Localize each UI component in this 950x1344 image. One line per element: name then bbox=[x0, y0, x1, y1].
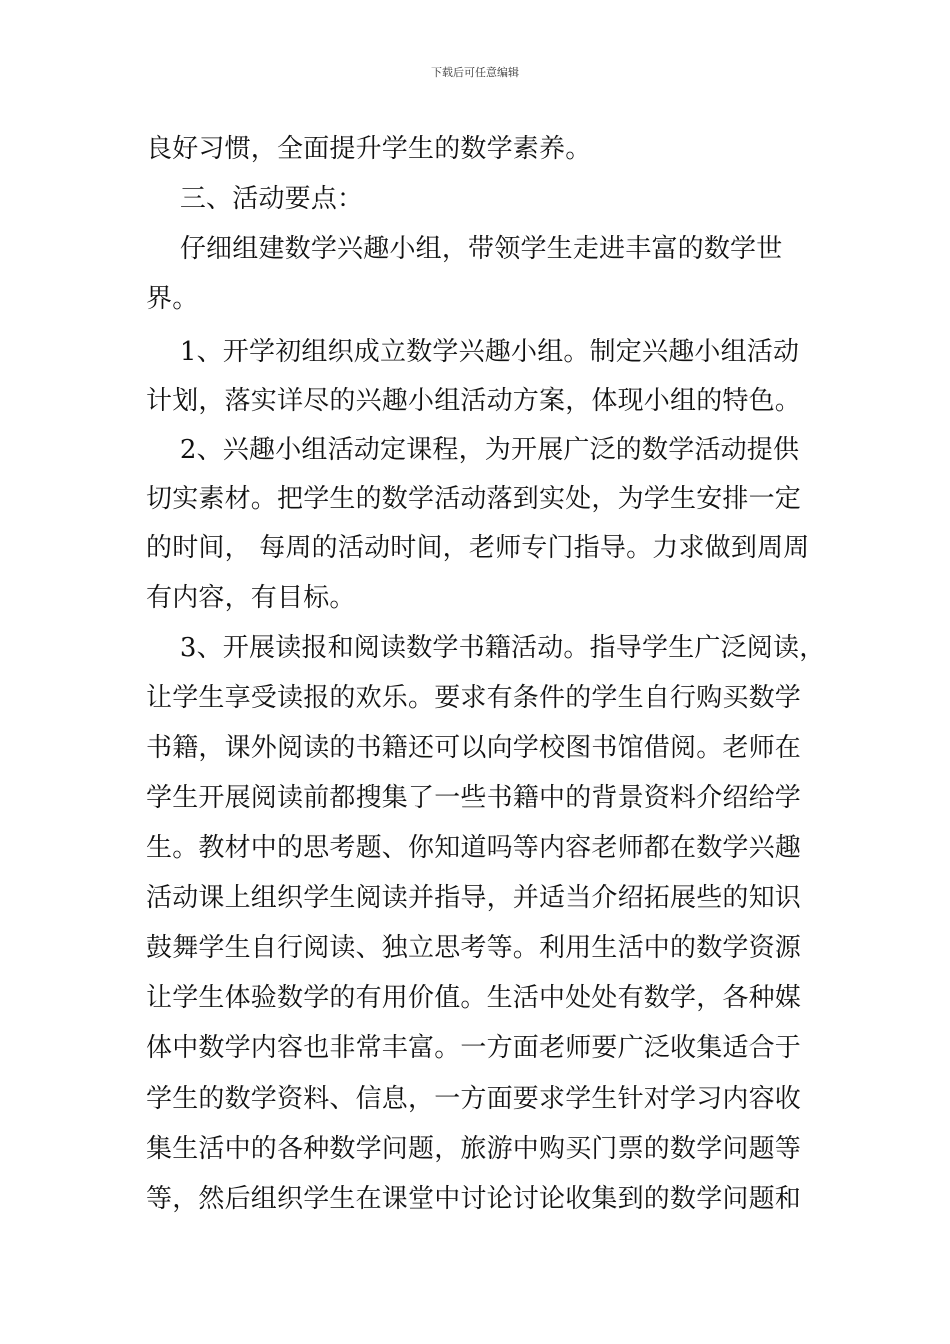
text-line: 3、开展读报和阅读数学书籍活动。指导学生广泛阅读， bbox=[146, 633, 826, 663]
text-line: 鼓舞学生自行阅读、独立思考等。利用生活中的数学资源 bbox=[146, 933, 802, 963]
text-line: 良好习惯，全面提升学生的数学素养。 bbox=[146, 134, 592, 164]
text-line: 2、兴趣小组活动定课程，为开展广泛的数学活动提供 bbox=[146, 435, 800, 465]
text-line: 集生活中的各种数学问题，旅游中购买门票的数学问题等 bbox=[146, 1134, 802, 1164]
text-line: 学生的数学资料、信息，一方面要求学生针对学习内容收 bbox=[146, 1084, 802, 1114]
text-line: 体中数学内容也非常丰富。一方面老师要广泛收集适合于 bbox=[146, 1033, 802, 1063]
text-line: 生。教材中的思考题、你知道吗等内容老师都在数学兴趣 bbox=[146, 833, 802, 863]
text-line: 有内容，有目标。 bbox=[146, 583, 356, 613]
text-line: 学生开展阅读前都搜集了一些书籍中的背景资料介绍给学 bbox=[146, 783, 802, 813]
text-line: 让学生享受读报的欢乐。要求有条件的学生自行购买数学 bbox=[146, 683, 802, 713]
text-line: 等，然后组织学生在课堂中讨论讨论收集到的数学问题和 bbox=[146, 1184, 802, 1214]
text-line: 活动课上组织学生阅读并指导，并适当介绍拓展些的知识 bbox=[146, 883, 802, 913]
text-line: 的时间， 每周的活动时间，老师专门指导。力求做到周周 bbox=[146, 533, 810, 563]
text-line: 仔细组建数学兴趣小组，带领学生走进丰富的数学世 bbox=[146, 234, 783, 264]
text-line: 界。 bbox=[146, 284, 199, 314]
text-line: 书籍，课外阅读的书籍还可以向学校图书馆借阅。老师在 bbox=[146, 733, 802, 763]
text-line: 让学生体验数学的有用价值。生活中处处有数学，各种媒 bbox=[146, 983, 802, 1013]
text-line: 1、开学初组织成立数学兴趣小组。制定兴趣小组活动 bbox=[146, 337, 800, 367]
page-header: 下载后可任意编辑 bbox=[431, 66, 519, 79]
text-line: 切实素材。把学生的数学活动落到实处，为学生安排一定 bbox=[146, 484, 802, 514]
section-heading: 三、活动要点： bbox=[146, 184, 364, 214]
text-line: 计划，落实详尽的兴趣小组活动方案，体现小组的特色。 bbox=[146, 386, 802, 416]
